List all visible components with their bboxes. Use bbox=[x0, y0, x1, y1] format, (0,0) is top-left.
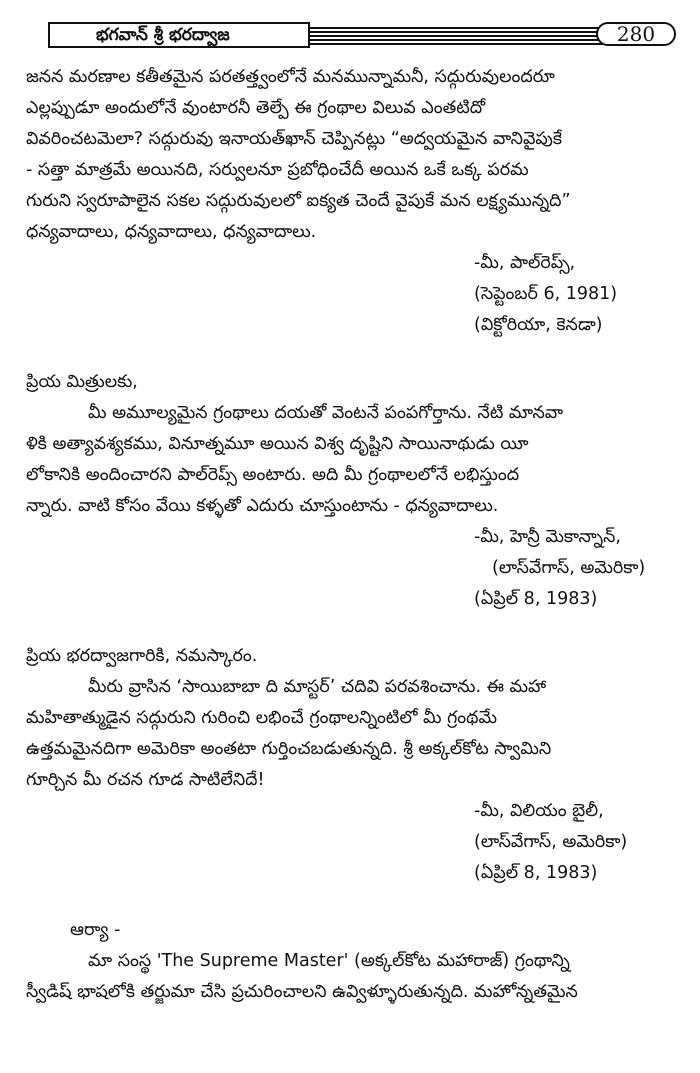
signature-place: (లాస్‌వేగాస్, అమెరికా) bbox=[492, 558, 646, 578]
paragraph-line: మహితాత్ముడైన సద్గురుని గురించి లభించే గ్రంథాలన్నింటిలో మీ గ్రంథమే bbox=[26, 708, 498, 728]
paragraph-line: ఎల్లప్పుడూ అందులోనే వుంటారనీ తెల్పే ఈ గ్రంథాల విలువ ఎంతటిదో bbox=[26, 98, 485, 118]
paragraph-line: స్వీడిష్ భాషలోకి తర్జుమా చేసి ప్రచురించాలని ఉవ్విళ్ళూరుతున్నది. మహోన్నతమైన bbox=[26, 982, 578, 1002]
salutation: ప్రియ మిత్రులకు, bbox=[26, 372, 138, 392]
letter-2 bbox=[26, 367, 656, 615]
page-number: 280 bbox=[596, 22, 676, 46]
signature-name: -మీ, విలియం బైలీ, bbox=[474, 801, 604, 821]
paragraph-line: మా సంస్థ 'The Supreme Master' (అక్కల్‌కోట మహారాజ్) గ్రంథాన్ని bbox=[88, 951, 570, 971]
paragraph-line: మీ అమూల్యమైన గ్రంథాలు దయతో వెంటనే పంపగోర్తాను. నేటి మానవా bbox=[88, 403, 564, 423]
page-header bbox=[48, 22, 656, 50]
paragraph-line: న్నారు. వాటి కోసం వేయి కళ్ళతో ఎదురు చూస్తుంటాను - ధన్యవాదాలు. bbox=[26, 496, 499, 516]
header-rule-lines bbox=[310, 25, 610, 45]
running-title: భగవాన్ శ్రీ భరద్వాజ bbox=[48, 22, 310, 48]
letter-4 bbox=[26, 915, 656, 1008]
salutation: ఆర్యా - bbox=[70, 920, 121, 940]
signature-name: -మీ, పాల్‌రెప్స్, bbox=[474, 253, 576, 273]
signature-date: (ఏప్రిల్ 8, 1983) bbox=[474, 863, 598, 883]
paragraph-line: ఉత్తమమైనదిగా అమెరికా అంతటా గుర్తించబడుతున్నది. శ్రీ అక్కల్‌కోట స్వామిని bbox=[26, 739, 552, 759]
paragraph-line: - సత్తా మాత్రమే అయినది, సర్వులనూ ప్రబోధించేదీ అయిన ఒకే ఒక్క పరమ bbox=[26, 160, 529, 180]
paragraph-line: జనన మరణాల కతీతమైన పరతత్త్వంలోనే మనమున్నామనీ, సద్గురువులందరూ bbox=[26, 67, 555, 87]
signature-date: (ఏప్రిల్ 8, 1983) bbox=[474, 589, 598, 609]
paragraph-line: ధన్యవాదాలు, ధన్యవాదాలు, ధన్యవాదాలు. bbox=[26, 222, 317, 242]
salutation: ప్రియ భరద్వాజగారికి, నమస్కారం. bbox=[26, 646, 258, 666]
paragraph-line: వివరించటమెలా? సద్గురువు ఇనాయత్‌ఖాన్ చెప్పినట్లు “అద్వయమైన వానివైపుకే bbox=[26, 129, 563, 149]
letter-3 bbox=[26, 641, 656, 889]
letter-1 bbox=[26, 62, 656, 341]
signature-place: (విక్టోరియా, కెనడా) bbox=[474, 315, 603, 335]
paragraph-line: గూర్చిన మీ రచన గూడ సాటిలేనిదే! bbox=[26, 770, 265, 790]
paragraph-line: లోకానికి అందించారని పాల్‌రెప్స్ అంటారు. అది మీ గ్రంథాలలోనే లభిస్తుంద bbox=[26, 465, 520, 485]
signature-date: (సెప్టెంబర్ 6, 1981) bbox=[474, 284, 618, 304]
paragraph-line: గురుని స్వరూపాలైన సకల సద్గురువులలో ఐక్యత చెందే వైపుకే మన లక్ష్యమున్నది” bbox=[26, 191, 571, 211]
paragraph-line: మీరు వ్రాసిన ‘సాయిబాబా ది మాస్టర్’ చదివి పరవశించాను. ఈ మహా bbox=[88, 677, 547, 697]
paragraph-line: ళికి అత్యావశ్యకము, వినూత్నమూ అయిన విశ్వ దృష్టిని సాయినాథుడు యీ bbox=[26, 434, 529, 454]
page-body bbox=[26, 62, 656, 1008]
signature-place: (లాస్‌వేగాస్, అమెరికా) bbox=[474, 832, 628, 852]
signature-name: -మీ, హెన్రీ మెకాన్నాన్, bbox=[474, 527, 621, 547]
